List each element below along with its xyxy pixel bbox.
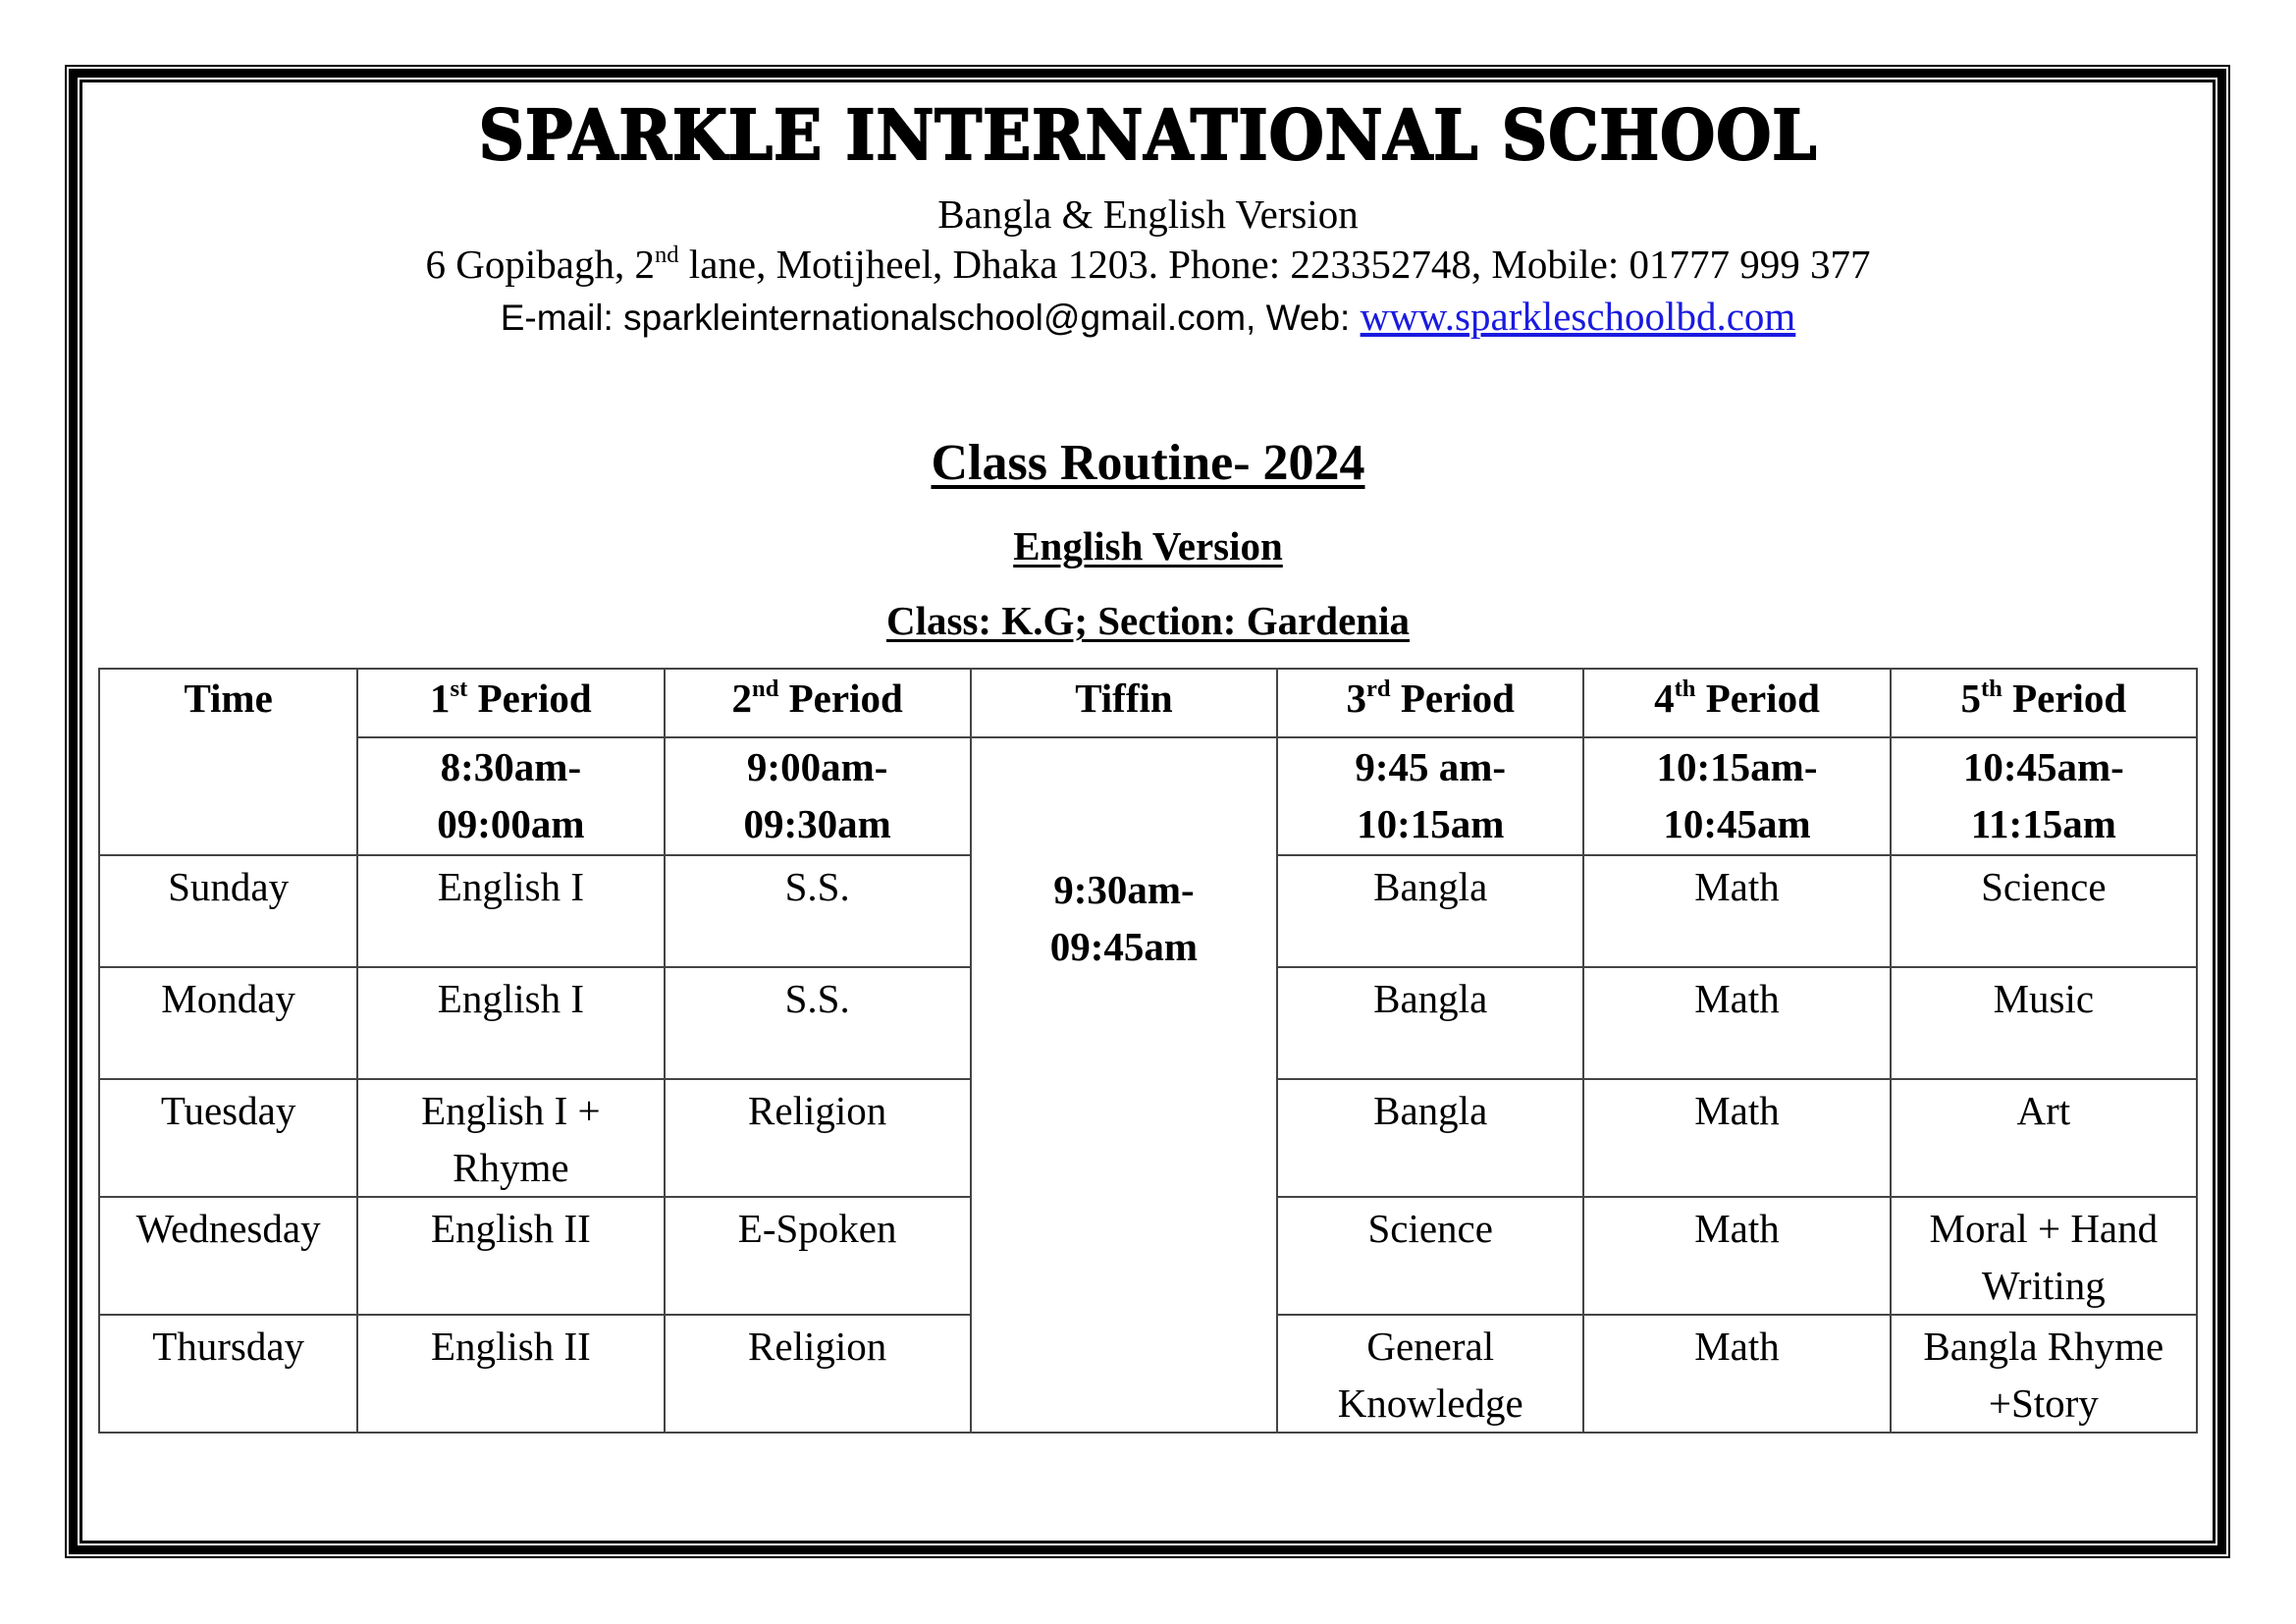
website-link[interactable]: www.sparkleschoolbd.com	[1360, 294, 1796, 339]
header-row-times	[99, 737, 2197, 855]
subject-cell	[357, 967, 664, 1079]
email-text: E-mail: sparkleinternationalschool@gmail.com, Web:	[500, 298, 1361, 338]
subject-cell	[1277, 1079, 1583, 1197]
subject-line: English I +	[421, 1088, 601, 1133]
subject-line: Math	[1694, 976, 1780, 1021]
class-section-label: Class: K.G; Section: Gardenia	[886, 598, 1410, 643]
period-number: 2	[731, 676, 753, 721]
period-header	[1277, 669, 1583, 737]
time-header: Time	[99, 669, 357, 855]
subject-cell	[1891, 855, 2197, 967]
subject-cell	[665, 1197, 971, 1315]
time-end: 11:15am	[1970, 801, 2116, 846]
period-number: 3	[1346, 676, 1366, 721]
period-time-cell	[665, 737, 971, 855]
subject-line: General	[1366, 1324, 1495, 1369]
period-ordinal: nd	[752, 676, 779, 703]
subject-line: English I	[437, 976, 584, 1021]
period-label: Tiffin	[1075, 676, 1173, 721]
day-cell: Thursday	[99, 1315, 357, 1433]
time-start: 9:45 am-	[1355, 744, 1507, 789]
subject-line: Writing	[1981, 1263, 2106, 1308]
subject-line: E-Spoken	[737, 1206, 897, 1251]
subject-cell	[1583, 1315, 1890, 1433]
period-label: Period	[1695, 676, 1820, 721]
subject-line: Bangla Rhyme	[1923, 1324, 2164, 1369]
school-subtitle: Bangla & English Version	[937, 191, 1359, 237]
period-time-cell	[357, 737, 664, 855]
school-address	[0, 240, 2296, 289]
subject-line: English II	[430, 1206, 591, 1251]
subject-cell	[1277, 1315, 1583, 1433]
period-time-cell	[1891, 737, 2197, 855]
subject-cell	[1891, 1197, 2197, 1315]
subject-line: Science	[1367, 1206, 1493, 1251]
subject-cell	[665, 1315, 971, 1433]
period-time-cell	[1583, 737, 1890, 855]
subject-line: Bangla	[1373, 976, 1488, 1021]
period-label: Period	[467, 676, 592, 721]
subject-line: Music	[1993, 976, 2095, 1021]
subject-cell	[1583, 1197, 1890, 1315]
time-end: 09:30am	[743, 801, 891, 846]
time-end: 10:15am	[1357, 801, 1505, 846]
subject-line: Religion	[748, 1088, 887, 1133]
period-header	[665, 669, 971, 737]
school-contact	[0, 293, 2296, 342]
day-cell: Tuesday	[99, 1079, 357, 1197]
subject-cell	[665, 967, 971, 1079]
day-cell: Wednesday	[99, 1197, 357, 1315]
subject-cell	[1891, 1079, 2197, 1197]
period-number: 4	[1654, 676, 1675, 721]
period-header	[1891, 669, 2197, 737]
subject-line: Knowledge	[1337, 1380, 1523, 1426]
time-end: 09:00am	[437, 801, 585, 846]
subject-line: Math	[1694, 864, 1780, 909]
period-number: 5	[1960, 676, 1981, 721]
time-start: 8:30am-	[440, 744, 582, 789]
period-header	[1583, 669, 1890, 737]
subject-line: English I	[437, 864, 584, 909]
period-ordinal: th	[1980, 676, 2002, 703]
address-sup: nd	[654, 242, 679, 269]
header-row-periods	[99, 669, 2197, 737]
subject-cell	[357, 1079, 664, 1197]
school-name: SPARKLE INTERNATIONAL SCHOOL	[478, 94, 1818, 176]
subject-cell	[1583, 967, 1890, 1079]
subject-cell	[1277, 855, 1583, 967]
period-number: 1	[430, 676, 451, 721]
subject-cell	[1891, 967, 2197, 1079]
subject-cell	[1891, 1315, 2197, 1433]
address-prefix: 6 Gopibagh, 2	[425, 242, 655, 287]
subject-line: English II	[430, 1324, 591, 1369]
period-ordinal: th	[1674, 676, 1696, 703]
subject-line: +Story	[1988, 1380, 2099, 1426]
subject-cell	[665, 1079, 971, 1197]
day-cell: Sunday	[99, 855, 357, 967]
subject-cell	[665, 855, 971, 967]
routine-table	[98, 668, 2198, 1434]
subject-line: S.S.	[784, 976, 850, 1021]
subject-line: Bangla	[1373, 864, 1488, 909]
subject-line: Science	[1981, 864, 2107, 909]
day-cell: Monday	[99, 967, 357, 1079]
period-label: Period	[778, 676, 903, 721]
time-start: 9:00am-	[746, 744, 888, 789]
subject-cell	[1277, 1197, 1583, 1315]
period-ordinal: st	[450, 676, 468, 703]
subject-line: Religion	[748, 1324, 887, 1369]
subject-cell	[1583, 1079, 1890, 1197]
subject-line: Math	[1694, 1206, 1780, 1251]
time-end: 10:45am	[1663, 801, 1811, 846]
time-start: 10:45am-	[1962, 744, 2124, 789]
subject-cell	[1277, 967, 1583, 1079]
tiffin-time-cell	[971, 737, 1277, 1433]
period-label: Period	[1390, 676, 1515, 721]
time-start: 9:30am-	[1053, 867, 1195, 912]
subject-cell	[357, 1315, 664, 1433]
time-end: 09:45am	[1049, 924, 1199, 969]
subject-line: Art	[2016, 1088, 2071, 1133]
subject-line: Math	[1694, 1324, 1780, 1369]
subject-cell	[357, 1197, 664, 1315]
period-header	[357, 669, 664, 737]
subject-cell	[357, 855, 664, 967]
period-ordinal: rd	[1365, 676, 1391, 703]
subject-cell	[1583, 855, 1890, 967]
time-start: 10:15am-	[1656, 744, 1818, 789]
document-heading: Class Routine- 2024	[931, 435, 1365, 491]
subject-line: Rhyme	[453, 1145, 569, 1190]
period-header	[971, 669, 1277, 737]
version-label: English Version	[1013, 523, 1283, 568]
subject-line: Moral + Hand	[1929, 1206, 2159, 1251]
subject-line: S.S.	[784, 864, 850, 909]
period-label: Period	[2002, 676, 2127, 721]
subject-line: Math	[1694, 1088, 1780, 1133]
period-time-cell	[1277, 737, 1583, 855]
address-suffix: lane, Motijheel, Dhaka 1203. Phone: 223352748, Mobile: 01777 999 377	[678, 242, 1871, 287]
subject-line: Bangla	[1373, 1088, 1488, 1133]
